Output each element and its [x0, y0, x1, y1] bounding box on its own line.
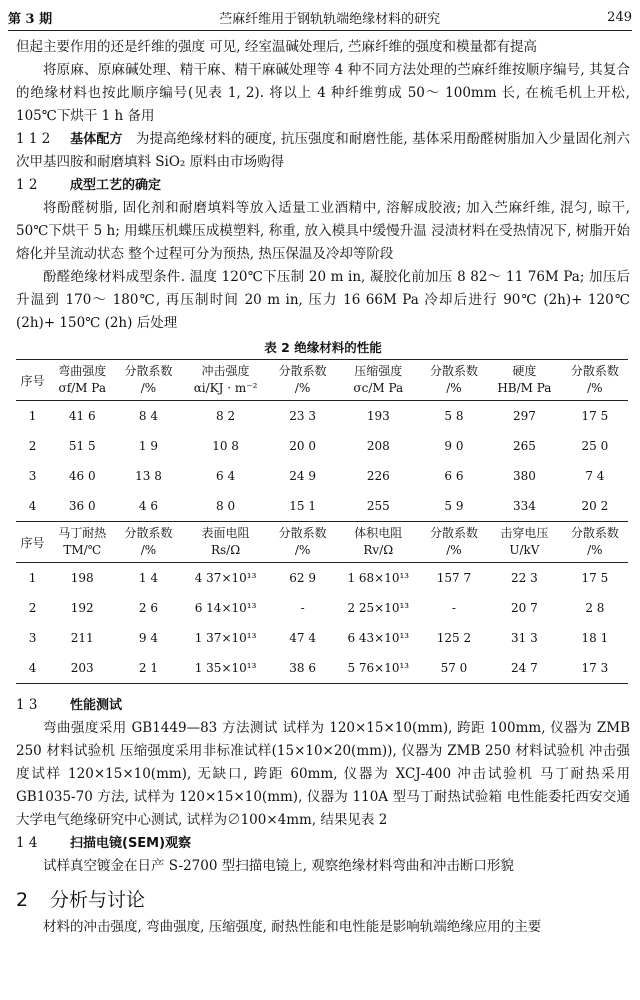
- paragraph: 材料的冲击强度, 弯曲强度, 压缩强度, 耐热性能和电性能是影响轨端绝缘应用的主要: [43, 919, 542, 935]
- paragraph: 将酚醛树脂, 固化剂和耐磨填料等放入适量工业酒精中, 溶解成胶液; 加入苎麻纤维, 混匀, 晾干, 50℃下烘干 5 h; 用蝶压机蝶压成模塑料, 称重, 放入模具中缓慢升温 浸渍材料在受热情况下, 树脂开始熔化并呈流动状态 整个过程可分为预热, 热压保温及冷却等阶段: [16, 200, 630, 262]
- table-cell: 157 7: [436, 571, 472, 585]
- section-title: 性能测试: [70, 698, 123, 713]
- table-cell: 334: [512, 499, 536, 513]
- paragraph: 将原麻、原麻碱处理、精干麻、精干麻碱处理等 4 种不同方法处理的苎麻纤维按顺序编号, 其复合的绝缘材料也按此顺序编号(见表 1, 2). 将以上 4 种纤维剪成 50～ 100mm 长, 在梳毛机上开松, 105℃下烘干 1 h 备用: [16, 62, 630, 124]
- column-header: 分散系数: [278, 526, 327, 540]
- table-cell: 23 3: [289, 409, 316, 423]
- column-header: 分散系数: [570, 364, 619, 378]
- table-cell: 265: [512, 439, 536, 453]
- table-row: [16, 563, 628, 594]
- table-cell: 2 1: [138, 661, 159, 675]
- column-unit: Rv/Ω: [363, 543, 394, 557]
- table-cell: 192: [70, 601, 94, 615]
- table-cell: 20 2: [581, 499, 609, 513]
- paragraph: 酚醛绝缘材料成型条件. 温度 120℃下压制 20 m in, 凝胶化前加压 8 82～ 11 76M Pa; 加压后升温到 170～ 180℃, 再压制时间 20 m in, 压力 16 66M Pa 冷却后进行 90℃ (2h)+ 120℃ (2h)+ 150℃ (2h) 后处理: [16, 269, 630, 331]
- table-caption: 表 2 绝缘材料的性能: [264, 340, 382, 355]
- table-cell: 4: [28, 661, 37, 675]
- column-header: 冲击强度: [201, 364, 250, 378]
- column-unit: U/kV: [509, 543, 540, 557]
- column-unit: /%: [140, 543, 157, 557]
- column-header: 击穿电压: [500, 526, 549, 540]
- running-header: [8, 4, 632, 31]
- column-header: 分散系数: [124, 364, 173, 378]
- table-cell: 13 8: [135, 469, 162, 483]
- table-cell: 24 9: [289, 469, 316, 483]
- body-text: [16, 36, 630, 939]
- table-cell: 8 2: [216, 409, 236, 423]
- table-cell: 125 2: [436, 631, 472, 645]
- table-cell: 297: [512, 409, 536, 423]
- table-cell: 41 6: [68, 409, 96, 423]
- issue-number: 第 3 期: [8, 11, 53, 27]
- table-cell: 2: [28, 601, 37, 615]
- table-cell: 226: [366, 469, 390, 483]
- table-cell: 208: [366, 439, 390, 453]
- table-cell: 5 76×10¹³: [347, 661, 410, 675]
- table-cell: 198: [70, 571, 94, 585]
- table-cell: 6 4: [216, 469, 236, 483]
- table-cell: 193: [366, 409, 390, 423]
- table-cell: 2 8: [585, 601, 605, 615]
- section-number: 1 2: [16, 177, 38, 193]
- table-cell: 17 3: [581, 661, 609, 675]
- table-row: [16, 461, 628, 491]
- section-2-heading: [16, 884, 630, 916]
- column-unit: /%: [446, 543, 462, 557]
- column-header: 序号: [20, 536, 45, 550]
- table-cell: 1 9: [138, 439, 159, 453]
- column-header: 序号: [20, 374, 45, 388]
- table-cell: 1 68×10¹³: [347, 571, 410, 585]
- table-cell: 3: [28, 631, 37, 645]
- column-unit: /%: [446, 381, 462, 395]
- table-cell: 4 6: [138, 499, 159, 513]
- column-header: 分散系数: [570, 526, 619, 540]
- table-row: [16, 593, 628, 623]
- table-cell: 17 5: [581, 409, 609, 423]
- table-cell: 1 35×10¹³: [194, 661, 257, 675]
- column-header: 表面电阻: [201, 526, 250, 540]
- table-cell: 38 6: [289, 661, 316, 675]
- table-cell: 5 8: [444, 409, 464, 423]
- table-cell: 15 1: [289, 499, 316, 513]
- section-number: 1 1 2: [16, 131, 51, 147]
- column-unit: αi/KJ · m⁻²: [193, 381, 258, 395]
- column-unit: Rs/Ω: [210, 543, 241, 557]
- table-cell: 7 4: [585, 469, 605, 483]
- table-cell: 6 6: [444, 469, 464, 483]
- table-cell: 9 0: [444, 439, 464, 453]
- table-row: [16, 653, 628, 684]
- paragraph: 试样真空镀金在日产 S-2700 型扫描电镜上, 观察绝缘材料弯曲和冲击断口形貌: [43, 858, 514, 874]
- running-title: 苎麻纤维用于钢轨轨端绝缘材料的研究: [219, 11, 441, 27]
- table-cell: 2 25×10¹³: [347, 601, 410, 615]
- column-header: 弯曲强度: [58, 364, 107, 378]
- section-number: 1 4: [16, 835, 38, 851]
- column-unit: HB/M Pa: [497, 381, 552, 395]
- column-header: 分散系数: [429, 526, 478, 540]
- table-cell: 6 43×10¹³: [347, 631, 410, 645]
- table-cell: 22 3: [511, 571, 538, 585]
- column-header: 压缩强度: [354, 364, 403, 378]
- column-header: 分散系数: [429, 364, 478, 378]
- table-row: [16, 623, 628, 653]
- section-title: 成型工艺的确定: [70, 178, 162, 193]
- table-cell: 8 4: [138, 409, 159, 423]
- section-1-2: [16, 174, 630, 197]
- paragraph: 弯曲强度采用 GB1449—83 方法测试 试样为 120×15×10(mm), 跨距 100mm, 仪器为 ZMB 250 材料试验机 压缩强度采用非标准试样(15×10×20(mm)), 仪器为 ZMB 250 材料试验机 冲击强度试样 120×15×10(mm), 无缺口, 跨距 60mm, 仪器为 XCJ-400 冲击试验机 马丁耐热采用 GB1035-70 方法, 试样为 120×15×10(mm), 仪器为 110A 型马丁耐热试验箱 电性能委托西安交通大学电气绝缘研究中心测试, 试样为∅100×4mm, 结果见表 2: [16, 720, 630, 828]
- table-cell: 20 7: [511, 601, 538, 615]
- table-cell: 3: [28, 469, 37, 483]
- table-row: [16, 431, 628, 461]
- column-unit: σc/M Pa: [353, 381, 404, 395]
- table-cell: 1: [28, 409, 37, 423]
- section-number: 2: [16, 889, 29, 911]
- properties-table: [16, 359, 628, 684]
- column-header: 马丁耐热: [58, 526, 107, 540]
- table-cell: 57 0: [440, 661, 468, 675]
- column-header: 分散系数: [124, 526, 173, 540]
- table-cell: 203: [70, 661, 94, 675]
- table-row: [16, 401, 628, 432]
- table-cell: 8 0: [216, 499, 236, 513]
- section-title: 分析与讨论: [50, 889, 146, 911]
- section-1-3: [16, 694, 630, 717]
- table-cell: 1 37×10¹³: [194, 631, 257, 645]
- column-unit: /%: [140, 381, 157, 395]
- table-cell: -: [451, 601, 456, 615]
- column-header: 硬度: [512, 364, 537, 378]
- column-unit: /%: [294, 543, 311, 557]
- table-cell: 4 37×10¹³: [194, 571, 257, 585]
- table-cell: 5 9: [444, 499, 464, 513]
- page-number: 249: [607, 9, 632, 25]
- table-cell: 25 0: [581, 439, 609, 453]
- section-title: 扫描电镜(SEM)观察: [70, 836, 192, 851]
- table-cell: 17 5: [581, 571, 609, 585]
- section-text: 为提高绝缘材料的硬度, 抗压强度和耐磨性能, 基体采用酚醛树脂加入少量固化剂六次甲基四胺和耐磨填料 SiO₂ 原料由市场购得: [16, 131, 630, 170]
- section-title: 基体配方: [70, 132, 123, 147]
- table-row: [16, 491, 628, 522]
- table-cell: 1: [28, 571, 37, 585]
- column-unit: /%: [294, 381, 311, 395]
- table-cell: 10 8: [212, 439, 239, 453]
- column-unit: σf/M Pa: [58, 381, 106, 395]
- table-cell: 4: [28, 499, 37, 513]
- table-cell: 9 4: [138, 631, 159, 645]
- table-cell: 24 7: [511, 661, 538, 675]
- table-cell: 47 4: [289, 631, 316, 645]
- column-unit: /%: [587, 543, 603, 557]
- section-1-4: [16, 832, 630, 855]
- table-cell: 18 1: [581, 631, 609, 645]
- column-unit: TM/℃: [63, 543, 102, 557]
- table-cell: 380: [512, 469, 536, 483]
- table-cell: 46 0: [68, 469, 96, 483]
- table-cell: 2: [28, 439, 37, 453]
- table-cell: 6 14×10¹³: [194, 601, 257, 615]
- table-cell: 31 3: [511, 631, 538, 645]
- paragraph: 但起主要作用的还是纤维的强度 可见, 经室温碱处理后, 苎麻纤维的强度和模量都有提高: [16, 39, 537, 55]
- table-cell: 20 0: [289, 439, 316, 453]
- table-cell: 211: [70, 631, 94, 645]
- column-header: 分散系数: [278, 364, 327, 378]
- section-1-1-2: [16, 128, 630, 174]
- section-number: 1 3: [16, 697, 38, 713]
- table-cell: 36 0: [68, 499, 96, 513]
- table-cell: 1 4: [138, 571, 159, 585]
- table-cell: 255: [366, 499, 390, 513]
- column-header: 体积电阻: [354, 526, 403, 540]
- column-unit: /%: [587, 381, 603, 395]
- table-cell: -: [300, 601, 305, 615]
- table-cell: 51 5: [68, 439, 96, 453]
- table-cell: 62 9: [289, 571, 316, 585]
- table-cell: 2 6: [138, 601, 159, 615]
